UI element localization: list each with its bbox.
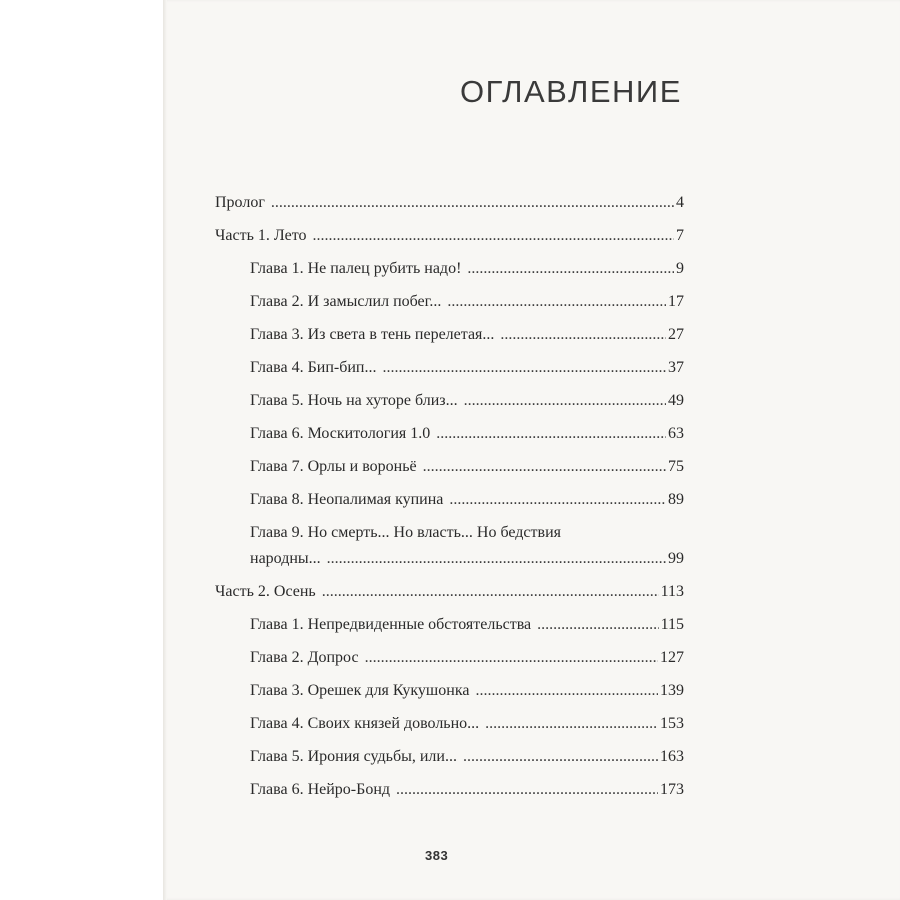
dot-leader	[447, 293, 666, 311]
toc-entry	[215, 748, 684, 781]
page-gutter-shadow	[163, 0, 167, 900]
dot-leader	[436, 425, 666, 443]
dot-leader	[485, 715, 658, 733]
toc-entry	[215, 425, 684, 458]
toc-entry	[215, 293, 684, 326]
dot-leader	[365, 649, 658, 667]
dot-leader	[463, 748, 658, 766]
toc-entry-label: Глава 5. Ирония судьбы, или...	[250, 748, 457, 765]
toc-entry-page: 115	[660, 616, 684, 633]
toc-entry	[215, 781, 684, 814]
toc-entry	[215, 326, 684, 359]
toc-entry-page: 75	[668, 458, 684, 475]
dot-leader	[396, 781, 658, 799]
toc-entry-label: Глава 7. Орлы и вороньё	[250, 458, 417, 475]
toc-entry-page: 173	[660, 781, 684, 798]
toc-entry-label: Пролог	[215, 194, 265, 211]
toc-entry	[215, 359, 684, 392]
toc-entry-label: Глава 5. Ночь на хуторе близ...	[250, 392, 458, 409]
toc-entry	[215, 227, 684, 260]
toc-entry-page: 89	[668, 491, 684, 508]
toc-entry-label: Глава 3. Из света в тень перелетая...	[250, 326, 495, 343]
toc-entry-page: 99	[668, 550, 684, 567]
toc-entry-label: Глава 6. Нейро-Бонд	[250, 781, 391, 798]
dot-leader	[271, 194, 674, 212]
toc-entry-label: Часть 1. Лето	[215, 227, 307, 244]
dot-leader	[382, 359, 666, 377]
toc-entry	[215, 458, 684, 491]
dot-leader	[322, 583, 659, 601]
dot-leader	[500, 326, 666, 344]
toc-entry-label: Глава 1. Непредвиденные обстоятельства	[250, 616, 532, 633]
dot-leader	[327, 550, 666, 568]
dot-leader	[467, 260, 674, 278]
toc-entry-label: Часть 2. Осень	[215, 583, 316, 600]
toc-entry-page: 63	[668, 425, 684, 442]
dot-leader	[449, 491, 666, 509]
toc-entry	[215, 491, 684, 524]
dot-leader	[423, 458, 666, 476]
toc-entry	[215, 682, 684, 715]
toc-entry-page: 113	[660, 583, 684, 600]
toc-entry-page: 163	[660, 748, 684, 765]
toc-entry-label: Глава 4. Своих князей довольно...	[250, 715, 480, 732]
toc-entry-label: Глава 1. Не палец рубить надо!	[250, 260, 462, 277]
dot-leader	[313, 227, 674, 245]
toc-entry	[215, 649, 684, 682]
toc-entry	[215, 524, 684, 583]
toc-entry-page: 153	[660, 715, 684, 732]
toc-entry-label: Глава 3. Орешек для Кукушонка	[250, 682, 470, 699]
table-of-contents	[215, 194, 684, 814]
dot-leader	[537, 616, 658, 634]
dot-leader	[464, 392, 666, 410]
toc-entry-page: 4	[676, 194, 684, 211]
page-title: ОГЛАВЛЕНИЕ	[460, 74, 682, 109]
toc-entry	[215, 392, 684, 425]
toc-entry	[215, 194, 684, 227]
toc-entry-label-continued: народны...	[250, 550, 321, 567]
toc-entry-label: Глава 8. Неопалимая купина	[250, 491, 444, 508]
toc-entry	[215, 260, 684, 293]
toc-entry-page: 27	[668, 326, 684, 343]
toc-entry-label: Глава 6. Москитология 1.0	[250, 425, 431, 442]
toc-entry	[215, 616, 684, 649]
toc-entry-page: 139	[660, 682, 684, 699]
toc-entry-page: 7	[676, 227, 684, 244]
toc-entry	[215, 583, 684, 616]
toc-entry-label: Глава 2. Допрос	[250, 649, 359, 666]
toc-entry-page: 127	[660, 649, 684, 666]
toc-entry-label: Глава 2. И замыслил побег...	[250, 293, 442, 310]
toc-entry-page: 17	[668, 293, 684, 310]
dot-leader	[475, 682, 658, 700]
toc-entry-page: 37	[668, 359, 684, 376]
toc-entry-label: Глава 9. Но смерть... Но власть... Но бедствия	[250, 524, 561, 541]
toc-entry-page: 49	[668, 392, 684, 409]
toc-entry	[215, 715, 684, 748]
toc-entry-continuation	[250, 550, 684, 583]
toc-entry-label: Глава 4. Бип-бип...	[250, 359, 377, 376]
page-number: 383	[425, 848, 449, 863]
toc-entry-page: 9	[676, 260, 684, 277]
book-page	[163, 0, 900, 900]
